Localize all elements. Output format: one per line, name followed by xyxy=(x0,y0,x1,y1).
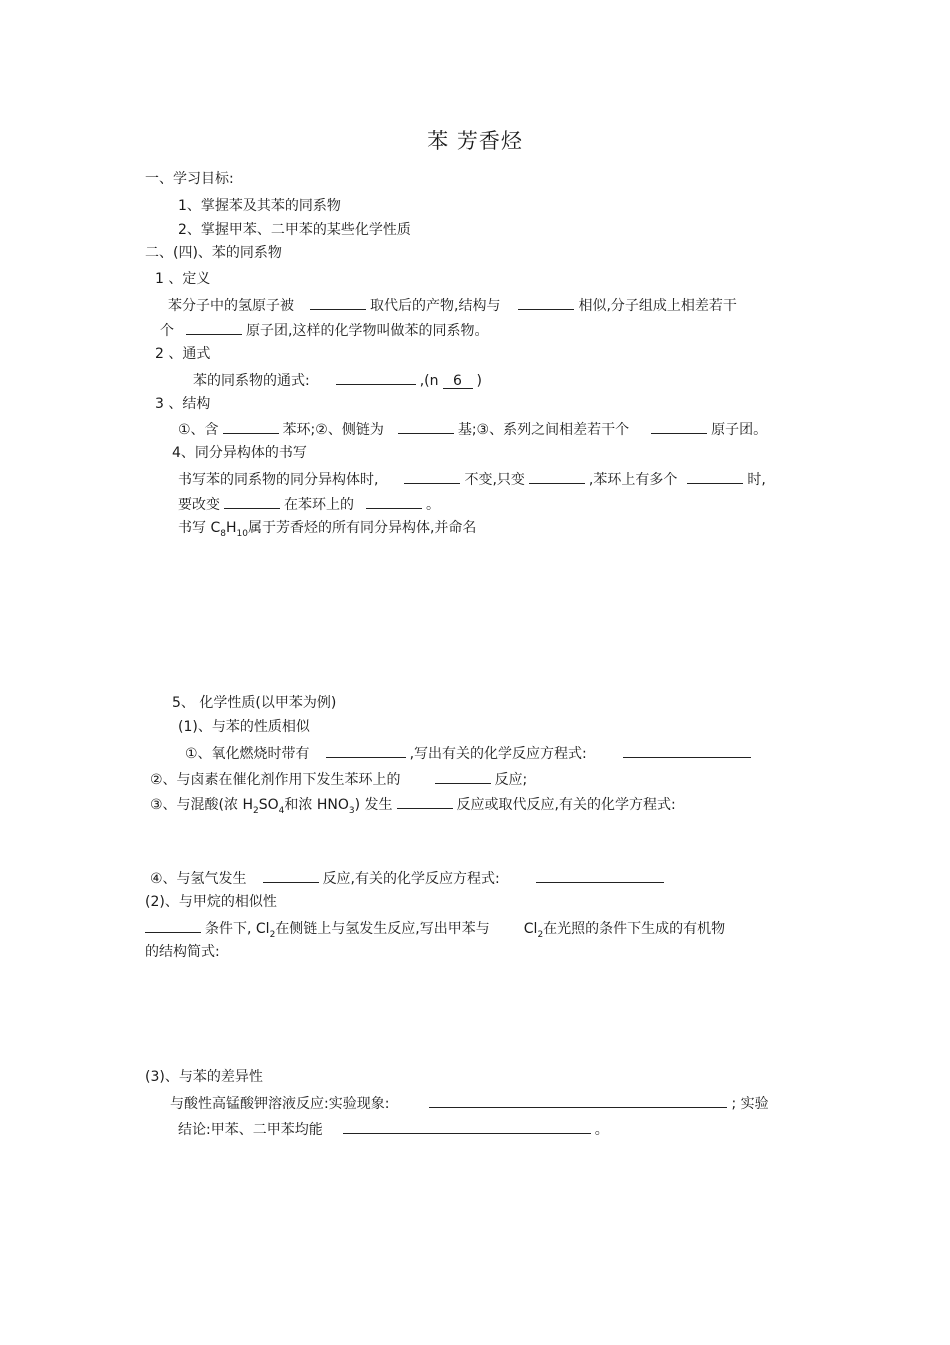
formula-text: 苯的同系物的通式: xyxy=(193,373,310,389)
chem-text: Cl xyxy=(523,921,538,937)
isomer-text: 在苯环上的 xyxy=(284,497,354,513)
formula-text: ) xyxy=(476,373,482,389)
section-heading-goals: 一、学习目标: xyxy=(145,171,234,187)
answer-blank[interactable] xyxy=(529,469,585,484)
answer-blank[interactable] xyxy=(518,295,574,310)
isomer-text: 时, xyxy=(747,472,766,488)
chem-text: ②、与卤素在催化剂作用下发生苯环上的 xyxy=(150,772,401,788)
answer-blank[interactable] xyxy=(397,794,453,809)
equation-blank[interactable] xyxy=(536,868,664,883)
subscript: 2 xyxy=(253,805,259,816)
answer-blank[interactable] xyxy=(223,419,279,434)
subscript: 2 xyxy=(269,929,276,940)
structure-line xyxy=(178,419,767,437)
hydrogenation-line xyxy=(150,868,668,886)
structure-heading: 3 、结构 xyxy=(155,396,211,412)
chem-text: SO xyxy=(258,797,279,813)
chem-part3-heading: (3)、与苯的差异性 xyxy=(145,1069,263,1085)
subscript: 8 xyxy=(220,528,226,539)
answer-blank[interactable] xyxy=(310,295,366,310)
isomer-text: ,苯环上有多个 xyxy=(588,472,678,488)
chem-text: ,写出有关的化学反应方程式: xyxy=(409,746,587,762)
halogen-line xyxy=(150,769,527,787)
isomer-task-text: 书写 C xyxy=(178,520,221,536)
answer-blank[interactable] xyxy=(145,918,201,933)
answer-blank[interactable] xyxy=(224,494,280,509)
formula-line xyxy=(193,370,482,388)
chem-text: 结论:甲苯、二甲苯均能 xyxy=(178,1122,323,1138)
conclusion-line xyxy=(178,1119,609,1137)
definition-heading: 1 、定义 xyxy=(155,271,211,287)
answer-blank[interactable] xyxy=(186,320,242,335)
structure-text: 基;③、系列之间相差若干个 xyxy=(457,422,630,438)
methane-line-1 xyxy=(145,918,726,940)
definition-text: 原子团,这样的化学物叫做苯的同系物。 xyxy=(246,323,489,339)
observation-blank[interactable] xyxy=(429,1093,727,1108)
chem-text: ①、氧化燃烧时带有 xyxy=(185,746,310,762)
chem-heading: 5、 化学性质(以甲苯为例) xyxy=(172,695,337,711)
chem-text: 和浓 HNO xyxy=(284,797,349,813)
answer-blank[interactable] xyxy=(263,868,319,883)
answer-blank[interactable] xyxy=(435,769,491,784)
structure-text: 苯环;②、侧链为 xyxy=(282,422,384,438)
permanganate-line xyxy=(170,1093,769,1111)
isomer-text: 要改变 xyxy=(178,497,220,513)
chem-text: ③、与混酸(浓 H xyxy=(150,797,253,813)
chem-text: 反应,有关的化学反应方程式: xyxy=(322,871,500,887)
isomer-text: 不变,只变 xyxy=(464,472,525,488)
chem-text: ; 实验 xyxy=(731,1096,769,1112)
chem-text: 。 xyxy=(594,1122,609,1138)
structure-text: 原子团。 xyxy=(711,422,768,438)
chem-text: 条件下, Cl xyxy=(205,921,270,937)
isomer-task-text: H xyxy=(225,520,237,536)
definition-line-1 xyxy=(168,295,737,313)
section-heading-homologs: 二、(四)、苯的同系物 xyxy=(145,245,282,261)
answer-blank[interactable] xyxy=(326,743,406,758)
subscript: 2 xyxy=(537,929,544,940)
isomer-heading: 4、同分异构体的书写 xyxy=(172,445,307,461)
goal-item-2: 2、掌握甲苯、二甲苯的某些化学性质 xyxy=(178,222,411,238)
subscript: 3 xyxy=(348,805,355,816)
definition-text: 苯分子中的氢原子被 xyxy=(168,298,294,314)
isomer-task-text: 属于芳香烃的所有同分异构体,并命名 xyxy=(247,520,477,536)
chem-text: 在光照的条件下生成的有机物 xyxy=(543,921,726,937)
conclusion-blank[interactable] xyxy=(343,1119,591,1134)
definition-text: 个 xyxy=(160,323,174,339)
equation-blank[interactable] xyxy=(623,743,751,758)
chem-text: 在侧链上与氢发生反应,写出甲苯与 xyxy=(275,921,490,937)
subscript: 10 xyxy=(236,528,248,539)
chem-text: 反应; xyxy=(494,772,528,788)
goal-item-1: 1、掌握苯及其苯的同系物 xyxy=(178,198,341,214)
oxidation-line xyxy=(185,743,755,761)
chem-part1-heading: (1)、与苯的性质相似 xyxy=(178,719,310,735)
answer-blank[interactable] xyxy=(404,469,460,484)
page-title: 苯 芳香烃 xyxy=(427,129,523,153)
isomer-text: 书写苯的同系物的同分异构体时, xyxy=(178,472,379,488)
chem-text: 反应或取代反应,有关的化学方程式: xyxy=(456,797,676,813)
isomer-line-2 xyxy=(178,494,440,512)
nitration-line xyxy=(150,794,676,816)
formula-text: ,(n xyxy=(419,373,439,389)
answer-blank[interactable] xyxy=(336,370,416,385)
methane-line-2: 的结构简式: xyxy=(145,944,220,960)
definition-text: 相似,分子组成上相差若干 xyxy=(578,298,737,314)
subscript: 4 xyxy=(278,805,285,816)
isomer-text: 。 xyxy=(426,497,440,513)
chem-text: 与酸性高锰酸钾溶液反应:实验现象: xyxy=(170,1096,390,1112)
chem-part2-heading: (2)、与甲烷的相似性 xyxy=(145,894,277,910)
answer-blank[interactable] xyxy=(398,419,454,434)
n-value: 6 xyxy=(443,374,473,389)
isomer-line-1 xyxy=(178,469,766,487)
formula-heading: 2 、通式 xyxy=(155,346,211,362)
chem-text: ④、与氢气发生 xyxy=(150,871,247,887)
answer-blank[interactable] xyxy=(651,419,707,434)
answer-blank[interactable] xyxy=(366,494,422,509)
answer-blank[interactable] xyxy=(687,469,743,484)
chem-text: ) 发生 xyxy=(354,797,393,813)
structure-text: ①、含 xyxy=(178,422,219,438)
isomer-task xyxy=(178,519,476,537)
definition-text: 取代后的产物,结构与 xyxy=(370,298,501,314)
definition-line-2 xyxy=(160,320,488,338)
